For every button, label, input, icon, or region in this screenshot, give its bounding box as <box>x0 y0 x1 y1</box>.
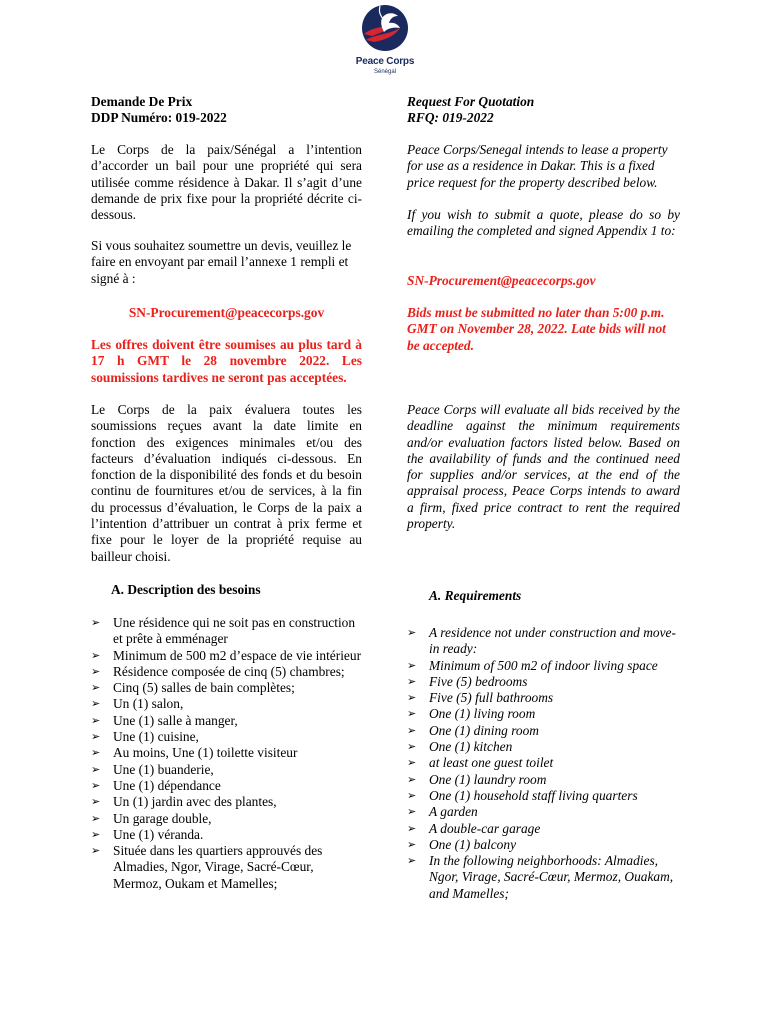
fr-evaluation-paragraph: Le Corps de la paix évaluera toutes les soumissions reçues avant la date limite en fonction des exigences minimales et/ou des facteurs d’évaluation indiqués ci-dessous. En fonction de la disponibilité des fonds et du besoin continu de fournitures et/ou de services, à la fin du processus d’évaluation, le Corps de la paix a l’intention d’attribuer un contrat à prix ferme et fixe pour le loyer de la propriété requise au bailleur choisi. <box>91 402 362 564</box>
list-item-text: Cinq (5) salles de bain complètes; <box>113 680 295 696</box>
list-item-text: Un (1) jardin avec des plantes, <box>113 794 277 810</box>
list-item <box>91 696 362 712</box>
list-item-text: Une (1) cuisine, <box>113 729 199 745</box>
english-column <box>407 94 680 924</box>
arrow-bullet-icon: ➢ <box>407 674 417 688</box>
list-item-text: Au moins, Une (1) toilette visiteur <box>113 745 298 761</box>
arrow-bullet-icon: ➢ <box>407 837 417 851</box>
fr-header-title: Demande De Prix <box>91 94 193 109</box>
arrow-bullet-icon: ➢ <box>91 681 101 695</box>
list-item-text: Résidence composée de cinq (5) chambres; <box>113 663 345 679</box>
en-header-number: RFQ: 019-2022 <box>407 110 494 125</box>
en-requirements-list <box>407 625 680 902</box>
list-item-text: Une résidence qui ne soit pas en construction et prête à emménager <box>113 615 356 647</box>
peace-corps-logo <box>345 4 425 82</box>
arrow-bullet-icon: ➢ <box>407 658 417 672</box>
arrow-bullet-icon: ➢ <box>91 616 101 629</box>
list-item <box>91 794 362 810</box>
arrow-bullet-icon: ➢ <box>91 844 101 858</box>
list-item-text: Minimum de 500 m2 d’espace de vie intérieur <box>113 647 362 663</box>
list-item <box>91 729 362 745</box>
french-column <box>91 94 362 924</box>
fr-requirements-list <box>91 615 362 892</box>
fr-intro-paragraph: Le Corps de la paix/Sénégal a l’intention d’accorder un bail pour une propriété qui sera utilisée comme résidence à Dakar. Il s’agit d’une demande de prix fixe pour la propriété décrite ci-dessous. <box>91 142 362 223</box>
fr-submit-paragraph: Si vous souhaitez soumettre un devis, veuillez le faire en envoyant par email l’annexe 1 rempli et signé à : <box>91 238 352 286</box>
en-deadline-paragraph: Bids must be submitted no later than 5:00 p.m. GMT on November 28, 2022. Late bids will not be accepted. <box>407 305 666 353</box>
fr-deadline-paragraph: Les offres doivent être soumises au plus tard à 17 h GMT le 28 novembre 2022. Les soumissions tardives ne seront pas acceptées. <box>91 337 362 385</box>
list-item <box>91 827 362 843</box>
list-item <box>91 762 362 778</box>
list-item <box>91 713 362 729</box>
list-item <box>407 755 680 771</box>
list-item-text: at least one guest toilet <box>429 755 554 771</box>
arrow-bullet-icon: ➢ <box>91 795 101 809</box>
list-item-text: Une (1) dépendance <box>113 777 221 793</box>
arrow-bullet-icon: ➢ <box>407 723 417 737</box>
list-item <box>91 648 362 664</box>
list-item-text: Un garage double, <box>113 810 212 826</box>
list-item <box>407 690 680 706</box>
arrow-bullet-icon: ➢ <box>91 664 101 678</box>
logo-country: Sénégal <box>373 69 397 75</box>
list-item <box>407 788 680 804</box>
fr-email[interactable]: SN-Procurement@peacecorps.gov <box>128 305 325 320</box>
arrow-bullet-icon: ➢ <box>407 740 417 754</box>
list-item-text: Une (1) buanderie, <box>113 761 214 777</box>
dove-flag-icon <box>360 4 410 56</box>
en-intro-paragraph: Peace Corps/Senegal intends to lease a property for use as a residence in Dakar. This is a fixed price request for the property described below. <box>407 142 668 190</box>
list-item <box>407 625 680 658</box>
arrow-bullet-icon: ➢ <box>407 788 417 802</box>
list-item-text: Un (1) salon, <box>113 696 184 712</box>
arrow-bullet-icon: ➢ <box>91 827 101 841</box>
list-item <box>407 658 680 674</box>
list-item-text: A garden <box>429 804 478 820</box>
list-item-text: One (1) household staff living quarters <box>429 787 638 803</box>
list-item <box>91 680 362 696</box>
fr-section-title: A. Description des besoins <box>111 582 261 597</box>
list-item-text: Minimum of 500 m2 of indoor living space <box>429 657 658 673</box>
list-item-text: Une (1) véranda. <box>113 826 204 842</box>
arrow-bullet-icon: ➢ <box>407 821 417 835</box>
fr-header-number: DDP Numéro: 019-2022 <box>91 110 227 125</box>
en-email[interactable]: SN-Procurement@peacecorps.gov <box>407 273 596 288</box>
list-item <box>407 772 680 788</box>
arrow-bullet-icon: ➢ <box>407 691 417 705</box>
arrow-bullet-icon: ➢ <box>91 746 101 760</box>
list-item <box>407 821 680 837</box>
en-header-title: Request For Quotation <box>407 94 535 109</box>
arrow-bullet-icon: ➢ <box>407 772 417 786</box>
en-evaluation-paragraph: Peace Corps will evaluate all bids received by the deadline against the minimum requirements and/or evaluation factors listed below. Based on the availability of funds and the continued need for supplies and/or services, at the end of the appraisal process, Peace Corps intends to award a firm, fixed price contract to rent the required property. <box>407 402 680 532</box>
arrow-bullet-icon: ➢ <box>91 811 101 825</box>
list-item <box>407 853 680 902</box>
list-item <box>91 615 362 648</box>
list-item-text: One (1) kitchen <box>429 739 513 755</box>
list-item <box>91 745 362 761</box>
list-item <box>407 674 680 690</box>
list-item <box>407 723 680 739</box>
list-item-text: A double-car garage <box>429 820 541 836</box>
arrow-bullet-icon: ➢ <box>91 730 101 744</box>
en-submit-paragraph: If you wish to submit a quote, please do so by emailing the completed and signed Appendix 1 to: <box>407 207 680 239</box>
list-item-text: Située dans les quartiers approuvés des Almadies, Ngor, Virage, Sacré-Cœur, Mermoz, Oukam et Mamelles; <box>113 843 323 891</box>
list-item <box>407 739 680 755</box>
list-item-text: One (1) laundry room <box>429 771 547 787</box>
list-item-text: Five (5) full bathrooms <box>429 690 554 706</box>
arrow-bullet-icon: ➢ <box>407 756 417 770</box>
arrow-bullet-icon: ➢ <box>407 854 417 868</box>
list-item <box>407 706 680 722</box>
list-item <box>91 664 362 680</box>
logo-name: Peace Corps <box>355 56 415 67</box>
arrow-bullet-icon: ➢ <box>407 626 417 639</box>
arrow-bullet-icon: ➢ <box>91 713 101 727</box>
list-item-text: Five (5) bedrooms <box>429 673 528 689</box>
list-item-text: A residence not under construction and move-in ready: <box>429 625 676 657</box>
list-item-text: In the following neighborhoods: Almadies, Ngor, Virage, Sacré-Cœur, Mermoz, Ouakam, and Mamelles; <box>429 853 674 901</box>
arrow-bullet-icon: ➢ <box>91 648 101 662</box>
list-item-text: One (1) dining room <box>429 722 539 738</box>
list-item <box>407 837 680 853</box>
arrow-bullet-icon: ➢ <box>91 778 101 792</box>
arrow-bullet-icon: ➢ <box>91 762 101 776</box>
list-item <box>91 843 362 892</box>
arrow-bullet-icon: ➢ <box>91 697 101 711</box>
list-item <box>407 804 680 820</box>
list-item <box>91 778 362 794</box>
list-item-text: Une (1) salle à manger, <box>113 712 238 728</box>
arrow-bullet-icon: ➢ <box>407 707 417 721</box>
arrow-bullet-icon: ➢ <box>407 805 417 819</box>
list-item <box>91 811 362 827</box>
list-item-text: One (1) balcony <box>429 836 517 852</box>
en-section-title: A. Requirements <box>429 588 522 603</box>
list-item-text: One (1) living room <box>429 706 536 722</box>
